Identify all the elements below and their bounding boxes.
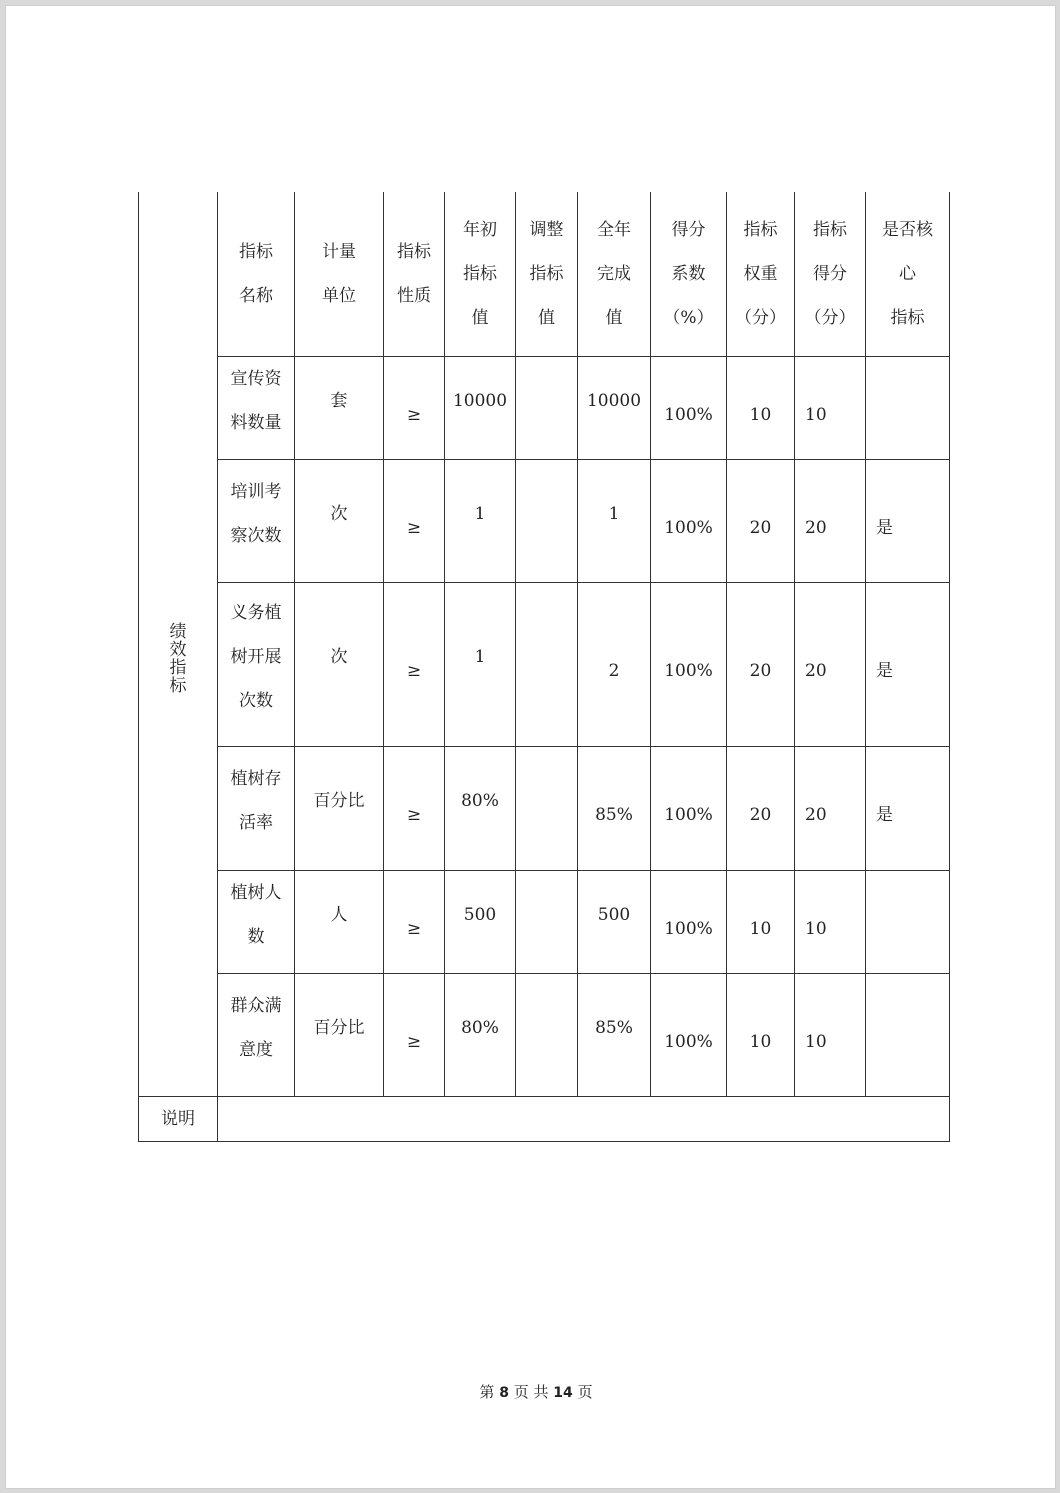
adjusted-value [516,356,578,459]
header-core-indicator: 是否核 心 指标 [866,192,950,356]
header-indicator-name: 指标 名称 [218,192,295,356]
completed-value: 85% [578,973,651,1096]
core-indicator [866,356,950,459]
indicator-name: 宣传资 料数量 [218,356,295,459]
note-label: 说明 [139,1096,218,1141]
table-row [139,582,950,746]
initial-value: 10000 [445,356,516,459]
indicator-weight: 20 [727,746,795,870]
indicator-name: 植树人 数 [218,870,295,973]
table-row [139,973,950,1096]
completed-value: 1 [578,459,651,582]
completed-value: 2 [578,582,651,746]
indicator-unit: 百分比 [295,746,384,870]
table-header-row [139,192,950,356]
initial-value: 1 [445,582,516,746]
header-completed-value: 全年 完成 值 [578,192,651,356]
indicator-unit: 次 [295,459,384,582]
header-weight: 指标 权重 （分） [727,192,795,356]
completed-value: 10000 [578,356,651,459]
indicator-name: 群众满 意度 [218,973,295,1096]
indicator-unit: 人 [295,870,384,973]
completed-value: 500 [578,870,651,973]
total-page-count: 14 [553,1385,573,1401]
indicator-name: 植树存 活率 [218,746,295,870]
header-unit: 计量 单位 [295,192,384,356]
score-coefficient: 100% [651,582,727,746]
indicator-nature: ≥ [384,582,445,746]
indicator-unit: 套 [295,356,384,459]
indicator-weight: 10 [727,356,795,459]
performance-indicator-table [138,192,950,1142]
initial-value: 80% [445,746,516,870]
indicator-score: 10 [795,973,866,1096]
indicator-score: 10 [795,870,866,973]
score-coefficient: 100% [651,356,727,459]
indicator-unit: 百分比 [295,973,384,1096]
header-adjusted-value: 调整 指标 值 [516,192,578,356]
document-page [5,5,1056,1489]
page-number-suffix: 页 [577,1383,593,1401]
indicator-score: 20 [795,582,866,746]
indicator-score: 20 [795,459,866,582]
indicator-nature: ≥ [384,459,445,582]
core-indicator [866,870,950,973]
page-footer [6,1381,1060,1402]
indicator-weight: 20 [727,459,795,582]
section-label-cell [139,192,218,1096]
indicator-weight: 20 [727,582,795,746]
indicator-weight: 10 [727,973,795,1096]
core-indicator: 是 [866,459,950,582]
adjusted-value [516,870,578,973]
indicator-score: 20 [795,746,866,870]
section-label: 绩效指标 [169,622,187,697]
core-indicator: 是 [866,582,950,746]
note-content [218,1096,950,1141]
indicator-nature: ≥ [384,973,445,1096]
indicator-name: 义务植 树开展 次数 [218,582,295,746]
page-number-prefix: 第 [479,1383,495,1401]
core-indicator: 是 [866,746,950,870]
current-page-number: 8 [499,1385,509,1401]
indicator-score: 10 [795,356,866,459]
initial-value: 1 [445,459,516,582]
initial-value: 500 [445,870,516,973]
indicator-weight: 10 [727,870,795,973]
indicator-name: 培训考 察次数 [218,459,295,582]
adjusted-value [516,746,578,870]
adjusted-value [516,459,578,582]
table-row [139,746,950,870]
table-row [139,870,950,973]
table-row [139,356,950,459]
adjusted-value [516,973,578,1096]
core-indicator [866,973,950,1096]
initial-value: 80% [445,973,516,1096]
indicator-nature: ≥ [384,746,445,870]
note-row [139,1096,950,1141]
completed-value: 85% [578,746,651,870]
header-score: 指标 得分 （分） [795,192,866,356]
page-number-middle: 页 共 [513,1383,549,1401]
table-row [139,459,950,582]
score-coefficient: 100% [651,973,727,1096]
header-nature: 指标 性质 [384,192,445,356]
header-initial-value: 年初 指标 值 [445,192,516,356]
indicator-nature: ≥ [384,356,445,459]
adjusted-value [516,582,578,746]
header-score-coefficient: 得分 系数 （%） [651,192,727,356]
score-coefficient: 100% [651,459,727,582]
score-coefficient: 100% [651,870,727,973]
indicator-unit: 次 [295,582,384,746]
indicator-nature: ≥ [384,870,445,973]
score-coefficient: 100% [651,746,727,870]
